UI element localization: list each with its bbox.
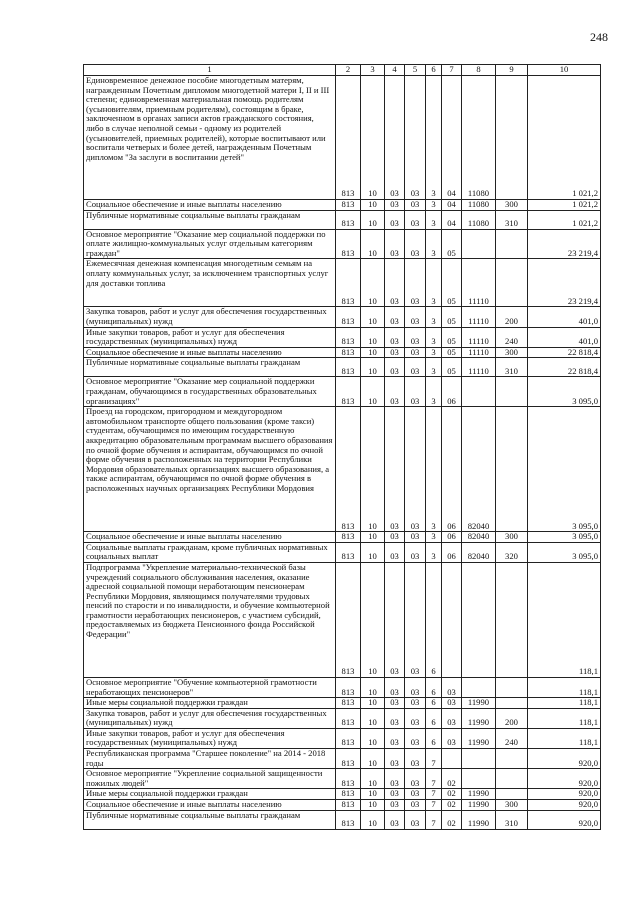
subsection-cell: 03 [385, 677, 405, 697]
direction-cell [462, 749, 496, 769]
expense-type-cell: 200 [496, 307, 528, 327]
direction-cell: 11990 [462, 698, 496, 709]
subprogram-cell: 6 [426, 698, 442, 709]
activity-cell: 06 [442, 532, 462, 543]
table-row [84, 407, 601, 532]
expense-type-cell: 300 [496, 200, 528, 211]
table-row [84, 229, 601, 259]
direction-cell [462, 229, 496, 259]
admin-code-cell: 813 [336, 229, 361, 259]
direction-cell [462, 377, 496, 407]
description-cell: Социальное обеспечение и иные выплаты населению [84, 800, 336, 811]
section-cell: 10 [361, 229, 385, 259]
expense-type-cell: 310 [496, 810, 528, 829]
table-row [84, 800, 601, 811]
amount-cell: 118,1 [528, 677, 601, 697]
section-cell: 10 [361, 200, 385, 211]
section-cell: 10 [361, 789, 385, 800]
program-cell: 03 [405, 407, 426, 532]
table-row [84, 542, 601, 562]
activity-cell: 02 [442, 810, 462, 829]
program-cell: 03 [405, 769, 426, 789]
expense-type-cell [496, 698, 528, 709]
amount-cell: 3 095,0 [528, 407, 601, 532]
subsection-cell: 03 [385, 307, 405, 327]
direction-cell: 11110 [462, 307, 496, 327]
program-cell: 03 [405, 200, 426, 211]
program-cell: 03 [405, 347, 426, 358]
direction-cell [462, 677, 496, 697]
amount-cell: 23 219,4 [528, 259, 601, 307]
amount-cell: 920,0 [528, 749, 601, 769]
admin-code-cell: 813 [336, 377, 361, 407]
table-row [84, 749, 601, 769]
program-cell: 03 [405, 810, 426, 829]
description-cell: Публичные нормативные социальные выплаты гражданам [84, 210, 336, 229]
subprogram-cell: 3 [426, 307, 442, 327]
subsection-cell: 03 [385, 200, 405, 211]
activity-cell: 06 [442, 542, 462, 562]
section-cell: 10 [361, 327, 385, 347]
subprogram-cell: 3 [426, 76, 442, 200]
amount-cell: 1 021,2 [528, 200, 601, 211]
table-body [84, 76, 601, 830]
activity-cell: 06 [442, 407, 462, 532]
direction-cell: 11110 [462, 347, 496, 358]
admin-code-cell: 813 [336, 259, 361, 307]
subprogram-cell: 3 [426, 200, 442, 211]
table-row [84, 708, 601, 728]
subprogram-cell: 3 [426, 347, 442, 358]
direction-cell: 11990 [462, 708, 496, 728]
admin-code-cell: 813 [336, 789, 361, 800]
amount-cell: 3 095,0 [528, 542, 601, 562]
section-cell: 10 [361, 76, 385, 200]
table-row [84, 347, 601, 358]
direction-cell: 11990 [462, 800, 496, 811]
header-cell: 5 [405, 65, 426, 76]
table-row [84, 532, 601, 543]
description-cell: Социальные выплаты гражданам, кроме публичных нормативных социальных выплат [84, 542, 336, 562]
subprogram-cell: 3 [426, 532, 442, 543]
subsection-cell: 03 [385, 347, 405, 358]
amount-cell: 1 021,2 [528, 210, 601, 229]
expense-type-cell [496, 789, 528, 800]
description-cell: Подпрограмма "Укрепление материально-технической базы учреждений социального обслуживания населения, оказание адресной социальной помощи неработающим пенсионерам Республики Мордовия, являющимся получателями трудовых пенсий по старости и по инвалидности, и обучение компьютерной грамотности неработающих пенсионеров, с участием субсидий, предоставляемых из бюджета Пенсионного фонда Российской Федерации" [84, 562, 336, 677]
subprogram-cell: 3 [426, 327, 442, 347]
subsection-cell: 03 [385, 698, 405, 709]
direction-cell: 11080 [462, 210, 496, 229]
header-cell: 1 [84, 65, 336, 76]
activity-cell [442, 749, 462, 769]
header-cell: 7 [442, 65, 462, 76]
admin-code-cell: 813 [336, 728, 361, 748]
activity-cell: 04 [442, 210, 462, 229]
description-cell: Республиканская программа "Старшее поколение" на 2014 - 2018 годы [84, 749, 336, 769]
admin-code-cell: 813 [336, 76, 361, 200]
subsection-cell: 03 [385, 810, 405, 829]
subprogram-cell: 6 [426, 677, 442, 697]
table-row [84, 810, 601, 829]
activity-cell: 02 [442, 800, 462, 811]
section-cell: 10 [361, 769, 385, 789]
expense-type-cell [496, 677, 528, 697]
program-cell: 03 [405, 327, 426, 347]
amount-cell: 22 818,4 [528, 358, 601, 377]
section-cell: 10 [361, 358, 385, 377]
section-cell: 10 [361, 677, 385, 697]
expense-type-cell [496, 562, 528, 677]
activity-cell: 04 [442, 200, 462, 211]
amount-cell: 401,0 [528, 327, 601, 347]
activity-cell: 05 [442, 347, 462, 358]
program-cell: 03 [405, 728, 426, 748]
admin-code-cell: 813 [336, 307, 361, 327]
description-cell: Закупка товаров, работ и услуг для обеспечения государственных (муниципальных) нужд [84, 307, 336, 327]
section-cell: 10 [361, 562, 385, 677]
subprogram-cell: 3 [426, 259, 442, 307]
program-cell: 03 [405, 229, 426, 259]
table-row [84, 677, 601, 697]
program-cell: 03 [405, 542, 426, 562]
program-cell: 03 [405, 789, 426, 800]
program-cell: 03 [405, 698, 426, 709]
section-cell: 10 [361, 810, 385, 829]
direction-cell: 11110 [462, 259, 496, 307]
subsection-cell: 03 [385, 327, 405, 347]
subprogram-cell: 3 [426, 210, 442, 229]
description-cell: Иные меры социальной поддержки граждан [84, 698, 336, 709]
section-cell: 10 [361, 542, 385, 562]
subsection-cell: 03 [385, 542, 405, 562]
direction-cell: 82040 [462, 542, 496, 562]
admin-code-cell: 813 [336, 810, 361, 829]
amount-cell: 118,1 [528, 728, 601, 748]
section-cell: 10 [361, 708, 385, 728]
section-cell: 10 [361, 259, 385, 307]
header-cell: 2 [336, 65, 361, 76]
description-cell: Иные закупки товаров, работ и услуг для обеспечения государственных (муниципальных) нужд [84, 327, 336, 347]
activity-cell: 05 [442, 259, 462, 307]
table-row [84, 327, 601, 347]
direction-cell: 82040 [462, 407, 496, 532]
subsection-cell: 03 [385, 210, 405, 229]
subprogram-cell: 7 [426, 800, 442, 811]
direction-cell [462, 769, 496, 789]
amount-cell: 23 219,4 [528, 229, 601, 259]
activity-cell [442, 562, 462, 677]
admin-code-cell: 813 [336, 708, 361, 728]
section-cell: 10 [361, 377, 385, 407]
description-cell: Социальное обеспечение и иные выплаты населению [84, 200, 336, 211]
expense-type-cell [496, 229, 528, 259]
activity-cell: 02 [442, 769, 462, 789]
expense-type-cell [496, 76, 528, 200]
table-row [84, 789, 601, 800]
subsection-cell: 03 [385, 769, 405, 789]
section-cell: 10 [361, 347, 385, 358]
amount-cell: 3 095,0 [528, 532, 601, 543]
subprogram-cell: 3 [426, 358, 442, 377]
direction-cell [462, 562, 496, 677]
admin-code-cell: 813 [336, 347, 361, 358]
expense-type-cell [496, 377, 528, 407]
subsection-cell: 03 [385, 562, 405, 677]
expense-type-cell: 240 [496, 327, 528, 347]
expense-type-cell: 240 [496, 728, 528, 748]
admin-code-cell: 813 [336, 542, 361, 562]
expense-type-cell: 200 [496, 708, 528, 728]
header-cell: 10 [528, 65, 601, 76]
header-cell: 9 [496, 65, 528, 76]
program-cell: 03 [405, 259, 426, 307]
section-cell: 10 [361, 698, 385, 709]
activity-cell: 04 [442, 76, 462, 200]
subsection-cell: 03 [385, 800, 405, 811]
activity-cell: 05 [442, 358, 462, 377]
expense-type-cell: 310 [496, 358, 528, 377]
subsection-cell: 03 [385, 229, 405, 259]
amount-cell: 3 095,0 [528, 377, 601, 407]
direction-cell: 11990 [462, 810, 496, 829]
table-row [84, 210, 601, 229]
description-cell: Социальное обеспечение и иные выплаты населению [84, 532, 336, 543]
admin-code-cell: 813 [336, 407, 361, 532]
expense-type-cell: 300 [496, 800, 528, 811]
subsection-cell: 03 [385, 789, 405, 800]
direction-cell: 11080 [462, 76, 496, 200]
description-cell: Основное мероприятие "Оказание мер социальной поддержки по оплате жилищно-коммунальных услуг отдельным категориям граждан" [84, 229, 336, 259]
admin-code-cell: 813 [336, 800, 361, 811]
admin-code-cell: 813 [336, 769, 361, 789]
activity-cell: 05 [442, 327, 462, 347]
description-cell: Основное мероприятие "Оказание мер социальной поддержки гражданам, обучающимся в государственных образовательных организациях" [84, 377, 336, 407]
subprogram-cell: 3 [426, 542, 442, 562]
amount-cell: 920,0 [528, 769, 601, 789]
description-cell: Публичные нормативные социальные выплаты гражданам [84, 358, 336, 377]
table-row [84, 358, 601, 377]
program-cell: 03 [405, 708, 426, 728]
description-cell: Публичные нормативные социальные выплаты гражданам [84, 810, 336, 829]
header-cell: 4 [385, 65, 405, 76]
program-cell: 03 [405, 749, 426, 769]
description-cell: Основное мероприятие "Укрепление социальной защищенности пожилых людей" [84, 769, 336, 789]
activity-cell: 02 [442, 789, 462, 800]
description-cell: Ежемесячная денежная компенсация многодетным семьям на оплату коммунальных услуг, за исключением транспортных услуг для доставки топлива [84, 259, 336, 307]
section-cell: 10 [361, 307, 385, 327]
description-cell: Проезд на городском, пригородном и междугородном автомобильном транспорте общего пользования (кроме такси) студентам, обучающимся по имеющим государственную аккредитацию образовательным программам высшего образования по очной форме обучения и аспирантам, обучающимся по очной форме обучения в расположенных на территории Республики Мордовия образовательных организациях высшего образования, а также аспирантам, обучающимся по очной форме обучения в расположенных научных организациях Республики Мордовия [84, 407, 336, 532]
subprogram-cell: 7 [426, 749, 442, 769]
program-cell: 03 [405, 76, 426, 200]
section-cell: 10 [361, 407, 385, 532]
table-row [84, 200, 601, 211]
activity-cell: 03 [442, 677, 462, 697]
amount-cell: 118,1 [528, 562, 601, 677]
amount-cell: 401,0 [528, 307, 601, 327]
table-row [84, 728, 601, 748]
amount-cell: 22 818,4 [528, 347, 601, 358]
table-row [84, 698, 601, 709]
description-cell: Иные меры социальной поддержки граждан [84, 789, 336, 800]
subsection-cell: 03 [385, 728, 405, 748]
program-cell: 03 [405, 800, 426, 811]
table-row [84, 562, 601, 677]
subprogram-cell: 7 [426, 789, 442, 800]
description-cell: Иные закупки товаров, работ и услуг для обеспечения государственных (муниципальных) нужд [84, 728, 336, 748]
section-cell: 10 [361, 800, 385, 811]
admin-code-cell: 813 [336, 532, 361, 543]
program-cell: 03 [405, 562, 426, 677]
activity-cell: 03 [442, 698, 462, 709]
header-cell: 6 [426, 65, 442, 76]
table-row [84, 307, 601, 327]
table-row [84, 259, 601, 307]
amount-cell: 920,0 [528, 789, 601, 800]
subsection-cell: 03 [385, 76, 405, 200]
table-row [84, 769, 601, 789]
direction-cell: 11990 [462, 728, 496, 748]
admin-code-cell: 813 [336, 749, 361, 769]
header-row [84, 65, 601, 76]
program-cell: 03 [405, 210, 426, 229]
subsection-cell: 03 [385, 407, 405, 532]
amount-cell: 118,1 [528, 708, 601, 728]
activity-cell: 03 [442, 728, 462, 748]
section-cell: 10 [361, 728, 385, 748]
direction-cell: 11110 [462, 358, 496, 377]
subprogram-cell: 7 [426, 769, 442, 789]
table-row [84, 76, 601, 200]
program-cell: 03 [405, 377, 426, 407]
program-cell: 03 [405, 307, 426, 327]
expense-type-cell [496, 407, 528, 532]
direction-cell: 11110 [462, 327, 496, 347]
description-cell: Единовременное денежное пособие многодетным матерям, награжденным Почетным дипломом многодетной матери I, II и III степени; единовременная материальная помощь родителям (усыновителям, приемным родителям), состоящим в браке, заключенном в органах записи актов гражданского состояния, либо в случае неполной семьи - одному из родителей (усыновителей, приемных родителей), которые воспитывают или воспитали четверых и более детей, награжденным Почетным дипломом "За заслуги в воспитании детей" [84, 76, 336, 200]
admin-code-cell: 813 [336, 358, 361, 377]
amount-cell: 1 021,2 [528, 76, 601, 200]
admin-code-cell: 813 [336, 200, 361, 211]
expense-type-cell: 320 [496, 542, 528, 562]
subprogram-cell: 7 [426, 810, 442, 829]
header-cell: 3 [361, 65, 385, 76]
activity-cell: 05 [442, 229, 462, 259]
direction-cell: 82040 [462, 532, 496, 543]
description-cell: Закупка товаров, работ и услуг для обеспечения государственных (муниципальных) нужд [84, 708, 336, 728]
subprogram-cell: 3 [426, 377, 442, 407]
subprogram-cell: 3 [426, 229, 442, 259]
header-cell: 8 [462, 65, 496, 76]
subsection-cell: 03 [385, 708, 405, 728]
direction-cell: 11990 [462, 789, 496, 800]
section-cell: 10 [361, 210, 385, 229]
admin-code-cell: 813 [336, 562, 361, 677]
budget-table [83, 64, 601, 830]
table-row [84, 377, 601, 407]
program-cell: 03 [405, 677, 426, 697]
activity-cell: 03 [442, 708, 462, 728]
amount-cell: 920,0 [528, 810, 601, 829]
expense-type-cell: 300 [496, 532, 528, 543]
activity-cell: 06 [442, 377, 462, 407]
admin-code-cell: 813 [336, 210, 361, 229]
expense-type-cell: 300 [496, 347, 528, 358]
admin-code-cell: 813 [336, 677, 361, 697]
page-number: 248 [590, 30, 608, 44]
program-cell: 03 [405, 532, 426, 543]
subprogram-cell: 6 [426, 728, 442, 748]
subsection-cell: 03 [385, 532, 405, 543]
subsection-cell: 03 [385, 749, 405, 769]
description-cell: Основное мероприятие "Обучение компьютерной грамотности неработающих пенсионеров" [84, 677, 336, 697]
subsection-cell: 03 [385, 358, 405, 377]
subprogram-cell: 6 [426, 708, 442, 728]
expense-type-cell [496, 259, 528, 307]
description-cell: Социальное обеспечение и иные выплаты населению [84, 347, 336, 358]
amount-cell: 920,0 [528, 800, 601, 811]
subprogram-cell: 6 [426, 562, 442, 677]
subsection-cell: 03 [385, 259, 405, 307]
program-cell: 03 [405, 358, 426, 377]
admin-code-cell: 813 [336, 327, 361, 347]
subprogram-cell: 3 [426, 407, 442, 532]
section-cell: 10 [361, 532, 385, 543]
admin-code-cell: 813 [336, 698, 361, 709]
expense-type-cell: 310 [496, 210, 528, 229]
expense-type-cell [496, 749, 528, 769]
expense-type-cell [496, 769, 528, 789]
amount-cell: 118,1 [528, 698, 601, 709]
section-cell: 10 [361, 749, 385, 769]
activity-cell: 05 [442, 307, 462, 327]
direction-cell: 11080 [462, 200, 496, 211]
subsection-cell: 03 [385, 377, 405, 407]
